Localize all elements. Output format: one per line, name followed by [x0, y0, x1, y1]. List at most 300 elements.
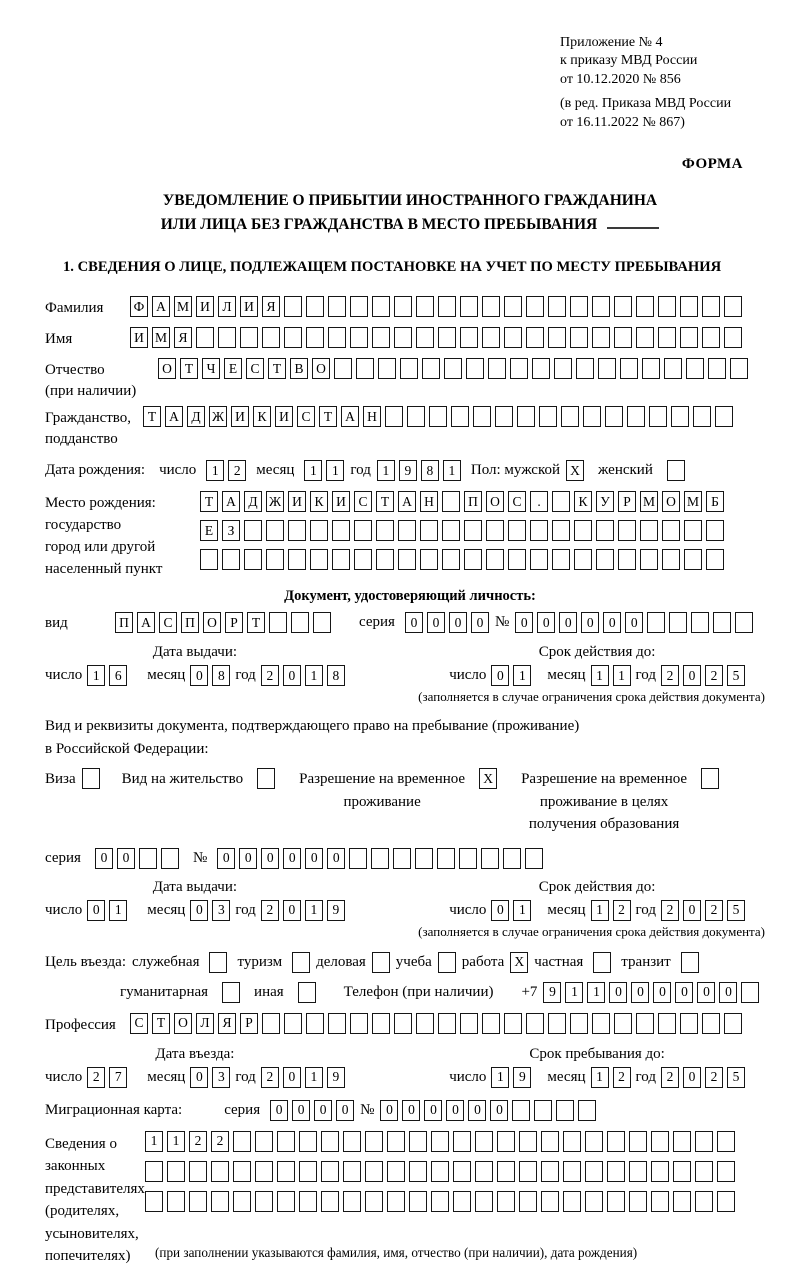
char-cell[interactable]: 0 — [270, 1100, 288, 1121]
char-cell[interactable]: Т — [376, 491, 394, 512]
char-cell[interactable] — [420, 520, 438, 541]
char-cell[interactable] — [475, 1191, 493, 1212]
char-cell[interactable] — [453, 1191, 471, 1212]
char-cell[interactable] — [554, 358, 572, 379]
char-cell[interactable] — [460, 327, 478, 348]
char-cell[interactable] — [563, 1191, 581, 1212]
char-cell[interactable]: 6 — [109, 665, 127, 686]
char-cell[interactable] — [444, 358, 462, 379]
char-cell[interactable] — [669, 612, 687, 633]
char-cell[interactable] — [222, 549, 240, 570]
char-cell[interactable] — [429, 406, 447, 427]
char-cell[interactable]: 0 — [471, 612, 489, 633]
char-cell[interactable]: 0 — [261, 848, 279, 869]
char-cell[interactable] — [343, 1191, 361, 1212]
char-cell[interactable]: 0 — [581, 612, 599, 633]
char-cell[interactable]: И — [288, 491, 306, 512]
char-cell[interactable]: Б — [706, 491, 724, 512]
char-cell[interactable]: 0 — [468, 1100, 486, 1121]
char-cell[interactable] — [442, 491, 460, 512]
char-cell[interactable] — [394, 296, 412, 317]
char-cell[interactable] — [350, 296, 368, 317]
char-cell[interactable] — [651, 1191, 669, 1212]
char-cell[interactable] — [592, 327, 610, 348]
char-cell[interactable]: 1 — [565, 982, 583, 1003]
char-cell[interactable]: 7 — [109, 1067, 127, 1088]
char-cell[interactable] — [350, 327, 368, 348]
char-cell[interactable] — [372, 296, 390, 317]
char-cell[interactable] — [593, 952, 611, 973]
char-cell[interactable] — [532, 358, 550, 379]
char-cell[interactable] — [627, 406, 645, 427]
char-cell[interactable]: С — [159, 612, 177, 633]
char-cell[interactable] — [512, 1100, 530, 1121]
char-cell[interactable] — [222, 982, 240, 1003]
char-cell[interactable] — [607, 1191, 625, 1212]
char-cell[interactable]: X — [479, 768, 497, 789]
char-cell[interactable] — [713, 612, 731, 633]
char-cell[interactable] — [161, 848, 179, 869]
char-cell[interactable]: 0 — [283, 900, 301, 921]
char-cell[interactable] — [552, 520, 570, 541]
char-cell[interactable]: А — [137, 612, 155, 633]
char-cell[interactable] — [706, 549, 724, 570]
char-cell[interactable] — [376, 520, 394, 541]
char-cell[interactable] — [376, 549, 394, 570]
char-cell[interactable]: 1 — [513, 900, 531, 921]
char-cell[interactable]: М — [640, 491, 658, 512]
char-cell[interactable]: 0 — [653, 982, 671, 1003]
char-cell[interactable] — [438, 1013, 456, 1034]
char-cell[interactable]: 0 — [283, 665, 301, 686]
char-cell[interactable] — [310, 549, 328, 570]
char-cell[interactable]: 0 — [625, 612, 643, 633]
char-cell[interactable] — [508, 549, 526, 570]
char-cell[interactable] — [255, 1131, 273, 1152]
char-cell[interactable] — [570, 1013, 588, 1034]
char-cell[interactable] — [442, 520, 460, 541]
char-cell[interactable] — [662, 549, 680, 570]
char-cell[interactable] — [519, 1191, 537, 1212]
char-cell[interactable] — [640, 520, 658, 541]
char-cell[interactable] — [189, 1191, 207, 1212]
char-cell[interactable]: О — [174, 1013, 192, 1034]
char-cell[interactable] — [556, 1100, 574, 1121]
char-cell[interactable]: 0 — [559, 612, 577, 633]
char-cell[interactable]: С — [246, 358, 264, 379]
char-cell[interactable] — [321, 1161, 339, 1182]
char-cell[interactable] — [585, 1161, 603, 1182]
char-cell[interactable]: П — [115, 612, 133, 633]
char-cell[interactable]: 0 — [190, 1067, 208, 1088]
char-cell[interactable] — [189, 1161, 207, 1182]
char-cell[interactable]: 0 — [491, 665, 509, 686]
char-cell[interactable] — [437, 848, 455, 869]
char-cell[interactable] — [735, 612, 753, 633]
char-cell[interactable]: Т — [180, 358, 198, 379]
char-cell[interactable]: И — [240, 296, 258, 317]
char-cell[interactable] — [343, 1131, 361, 1152]
char-cell[interactable]: 0 — [490, 1100, 508, 1121]
char-cell[interactable]: 0 — [515, 612, 533, 633]
char-cell[interactable]: 1 — [145, 1131, 163, 1152]
char-cell[interactable] — [343, 1161, 361, 1182]
char-cell[interactable] — [365, 1131, 383, 1152]
char-cell[interactable]: Т — [247, 612, 265, 633]
char-cell[interactable]: Я — [174, 327, 192, 348]
char-cell[interactable]: А — [152, 296, 170, 317]
char-cell[interactable]: А — [165, 406, 183, 427]
char-cell[interactable] — [459, 848, 477, 869]
char-cell[interactable]: 1 — [613, 665, 631, 686]
char-cell[interactable] — [453, 1161, 471, 1182]
char-cell[interactable] — [475, 1161, 493, 1182]
char-cell[interactable]: 2 — [261, 665, 279, 686]
char-cell[interactable] — [431, 1161, 449, 1182]
char-cell[interactable]: И — [275, 406, 293, 427]
char-cell[interactable] — [574, 520, 592, 541]
char-cell[interactable]: Ж — [209, 406, 227, 427]
char-cell[interactable]: 0 — [239, 848, 257, 869]
char-cell[interactable]: 0 — [190, 900, 208, 921]
char-cell[interactable]: 0 — [283, 848, 301, 869]
char-cell[interactable]: 0 — [683, 900, 701, 921]
char-cell[interactable]: Р — [618, 491, 636, 512]
char-cell[interactable] — [255, 1191, 273, 1212]
char-cell[interactable]: 1 — [109, 900, 127, 921]
char-cell[interactable] — [673, 1191, 691, 1212]
char-cell[interactable] — [306, 327, 324, 348]
char-cell[interactable] — [486, 549, 504, 570]
char-cell[interactable]: 1 — [326, 460, 344, 481]
char-cell[interactable]: 0 — [95, 848, 113, 869]
char-cell[interactable]: 0 — [427, 612, 445, 633]
char-cell[interactable] — [651, 1131, 669, 1152]
char-cell[interactable]: Я — [218, 1013, 236, 1034]
char-cell[interactable]: И — [196, 296, 214, 317]
char-cell[interactable]: 1 — [304, 460, 322, 481]
char-cell[interactable] — [642, 358, 660, 379]
char-cell[interactable]: 0 — [87, 900, 105, 921]
char-cell[interactable] — [702, 1013, 720, 1034]
char-cell[interactable] — [695, 1191, 713, 1212]
char-cell[interactable]: 2 — [705, 900, 723, 921]
char-cell[interactable] — [636, 1013, 654, 1034]
char-cell[interactable] — [200, 549, 218, 570]
char-cell[interactable] — [724, 296, 742, 317]
char-cell[interactable] — [548, 1013, 566, 1034]
char-cell[interactable] — [257, 768, 275, 789]
char-cell[interactable] — [530, 520, 548, 541]
char-cell[interactable]: И — [332, 491, 350, 512]
char-cell[interactable] — [618, 549, 636, 570]
char-cell[interactable]: 0 — [424, 1100, 442, 1121]
char-cell[interactable] — [741, 982, 759, 1003]
char-cell[interactable]: Р — [225, 612, 243, 633]
char-cell[interactable] — [349, 848, 367, 869]
char-cell[interactable] — [393, 848, 411, 869]
char-cell[interactable] — [519, 1131, 537, 1152]
char-cell[interactable] — [596, 520, 614, 541]
char-cell[interactable]: 0 — [631, 982, 649, 1003]
char-cell[interactable] — [298, 982, 316, 1003]
char-cell[interactable] — [255, 1161, 273, 1182]
char-cell[interactable]: 0 — [190, 665, 208, 686]
char-cell[interactable] — [662, 520, 680, 541]
char-cell[interactable] — [649, 406, 667, 427]
char-cell[interactable] — [209, 952, 227, 973]
char-cell[interactable]: Ч — [202, 358, 220, 379]
char-cell[interactable] — [598, 358, 616, 379]
char-cell[interactable] — [636, 296, 654, 317]
char-cell[interactable] — [583, 406, 601, 427]
char-cell[interactable]: 0 — [405, 612, 423, 633]
char-cell[interactable]: О — [158, 358, 176, 379]
char-cell[interactable]: 2 — [211, 1131, 229, 1152]
char-cell[interactable]: . — [530, 491, 548, 512]
char-cell[interactable] — [466, 358, 484, 379]
char-cell[interactable] — [717, 1191, 735, 1212]
char-cell[interactable]: Т — [152, 1013, 170, 1034]
char-cell[interactable]: 2 — [613, 1067, 631, 1088]
char-cell[interactable] — [82, 768, 100, 789]
char-cell[interactable] — [552, 549, 570, 570]
char-cell[interactable] — [431, 1131, 449, 1152]
char-cell[interactable] — [708, 358, 726, 379]
char-cell[interactable] — [636, 327, 654, 348]
char-cell[interactable] — [416, 1013, 434, 1034]
char-cell[interactable]: 3 — [212, 1067, 230, 1088]
char-cell[interactable] — [715, 406, 733, 427]
char-cell[interactable] — [475, 1131, 493, 1152]
char-cell[interactable] — [438, 327, 456, 348]
char-cell[interactable] — [680, 327, 698, 348]
char-cell[interactable] — [510, 358, 528, 379]
char-cell[interactable]: 9 — [543, 982, 561, 1003]
char-cell[interactable]: С — [354, 491, 372, 512]
char-cell[interactable] — [497, 1191, 515, 1212]
char-cell[interactable]: 2 — [261, 900, 279, 921]
char-cell[interactable] — [284, 327, 302, 348]
char-cell[interactable]: Е — [200, 520, 218, 541]
char-cell[interactable] — [618, 520, 636, 541]
char-cell[interactable] — [503, 848, 521, 869]
char-cell[interactable] — [570, 327, 588, 348]
char-cell[interactable] — [629, 1131, 647, 1152]
char-cell[interactable]: 0 — [283, 1067, 301, 1088]
char-cell[interactable] — [592, 1013, 610, 1034]
char-cell[interactable]: С — [508, 491, 526, 512]
char-cell[interactable] — [218, 327, 236, 348]
char-cell[interactable]: Ж — [266, 491, 284, 512]
char-cell[interactable] — [724, 327, 742, 348]
char-cell[interactable] — [332, 520, 350, 541]
char-cell[interactable] — [328, 327, 346, 348]
char-cell[interactable]: 2 — [261, 1067, 279, 1088]
char-cell[interactable] — [365, 1191, 383, 1212]
char-cell[interactable] — [526, 296, 544, 317]
char-cell[interactable] — [691, 612, 709, 633]
char-cell[interactable] — [350, 1013, 368, 1034]
char-cell[interactable] — [196, 327, 214, 348]
char-cell[interactable]: 8 — [327, 665, 345, 686]
char-cell[interactable] — [398, 549, 416, 570]
char-cell[interactable]: X — [510, 952, 528, 973]
char-cell[interactable] — [416, 327, 434, 348]
char-cell[interactable]: П — [181, 612, 199, 633]
char-cell[interactable] — [292, 952, 310, 973]
char-cell[interactable] — [640, 549, 658, 570]
char-cell[interactable] — [277, 1161, 295, 1182]
char-cell[interactable] — [673, 1161, 691, 1182]
char-cell[interactable]: 1 — [591, 665, 609, 686]
char-cell[interactable] — [486, 520, 504, 541]
char-cell[interactable]: 0 — [402, 1100, 420, 1121]
char-cell[interactable] — [277, 1191, 295, 1212]
char-cell[interactable]: К — [253, 406, 271, 427]
char-cell[interactable]: 1 — [87, 665, 105, 686]
char-cell[interactable] — [233, 1161, 251, 1182]
char-cell[interactable]: 8 — [421, 460, 439, 481]
char-cell[interactable] — [306, 1013, 324, 1034]
char-cell[interactable] — [262, 1013, 280, 1034]
char-cell[interactable] — [365, 1161, 383, 1182]
char-cell[interactable] — [385, 406, 403, 427]
char-cell[interactable] — [288, 549, 306, 570]
char-cell[interactable] — [291, 612, 309, 633]
char-cell[interactable]: 0 — [449, 612, 467, 633]
char-cell[interactable] — [299, 1131, 317, 1152]
char-cell[interactable]: Т — [143, 406, 161, 427]
char-cell[interactable]: Л — [196, 1013, 214, 1034]
char-cell[interactable] — [356, 358, 374, 379]
char-cell[interactable] — [673, 1131, 691, 1152]
char-cell[interactable]: 2 — [661, 665, 679, 686]
char-cell[interactable] — [460, 296, 478, 317]
char-cell[interactable]: 2 — [189, 1131, 207, 1152]
char-cell[interactable]: 1 — [587, 982, 605, 1003]
char-cell[interactable]: З — [222, 520, 240, 541]
char-cell[interactable] — [702, 296, 720, 317]
char-cell[interactable] — [614, 296, 632, 317]
char-cell[interactable]: 8 — [212, 665, 230, 686]
char-cell[interactable] — [508, 520, 526, 541]
char-cell[interactable] — [488, 358, 506, 379]
char-cell[interactable] — [451, 406, 469, 427]
char-cell[interactable] — [530, 549, 548, 570]
char-cell[interactable] — [473, 406, 491, 427]
char-cell[interactable] — [592, 296, 610, 317]
char-cell[interactable] — [664, 358, 682, 379]
char-cell[interactable] — [244, 520, 262, 541]
char-cell[interactable]: С — [130, 1013, 148, 1034]
char-cell[interactable] — [372, 1013, 390, 1034]
char-cell[interactable]: 2 — [705, 1067, 723, 1088]
char-cell[interactable] — [504, 296, 522, 317]
char-cell[interactable]: 3 — [212, 900, 230, 921]
char-cell[interactable]: 1 — [167, 1131, 185, 1152]
char-cell[interactable] — [497, 1161, 515, 1182]
char-cell[interactable] — [453, 1131, 471, 1152]
char-cell[interactable]: И — [130, 327, 148, 348]
char-cell[interactable] — [244, 549, 262, 570]
char-cell[interactable] — [686, 358, 704, 379]
char-cell[interactable]: Т — [268, 358, 286, 379]
char-cell[interactable] — [578, 1100, 596, 1121]
char-cell[interactable] — [284, 1013, 302, 1034]
char-cell[interactable] — [313, 612, 331, 633]
char-cell[interactable] — [420, 549, 438, 570]
char-cell[interactable]: 0 — [491, 900, 509, 921]
char-cell[interactable] — [717, 1161, 735, 1182]
char-cell[interactable] — [526, 327, 544, 348]
char-cell[interactable] — [431, 1191, 449, 1212]
char-cell[interactable] — [306, 296, 324, 317]
char-cell[interactable] — [620, 358, 638, 379]
char-cell[interactable]: 0 — [327, 848, 345, 869]
char-cell[interactable] — [548, 327, 566, 348]
char-cell[interactable] — [614, 327, 632, 348]
char-cell[interactable]: 0 — [314, 1100, 332, 1121]
char-cell[interactable]: 0 — [305, 848, 323, 869]
char-cell[interactable] — [387, 1191, 405, 1212]
char-cell[interactable] — [145, 1191, 163, 1212]
char-cell[interactable] — [541, 1161, 559, 1182]
char-cell[interactable] — [680, 1013, 698, 1034]
char-cell[interactable]: 1 — [591, 900, 609, 921]
char-cell[interactable] — [277, 1131, 295, 1152]
char-cell[interactable]: Н — [420, 491, 438, 512]
char-cell[interactable] — [464, 549, 482, 570]
char-cell[interactable] — [684, 520, 702, 541]
char-cell[interactable] — [563, 1131, 581, 1152]
char-cell[interactable]: 0 — [683, 1067, 701, 1088]
char-cell[interactable]: 1 — [513, 665, 531, 686]
char-cell[interactable] — [460, 1013, 478, 1034]
char-cell[interactable] — [607, 1161, 625, 1182]
char-cell[interactable] — [409, 1191, 427, 1212]
char-cell[interactable] — [651, 1161, 669, 1182]
char-cell[interactable]: О — [203, 612, 221, 633]
char-cell[interactable] — [596, 549, 614, 570]
char-cell[interactable] — [730, 358, 748, 379]
char-cell[interactable]: 2 — [705, 665, 723, 686]
char-cell[interactable] — [394, 327, 412, 348]
char-cell[interactable]: Н — [363, 406, 381, 427]
char-cell[interactable]: 1 — [305, 665, 323, 686]
char-cell[interactable]: 5 — [727, 665, 745, 686]
char-cell[interactable] — [481, 848, 499, 869]
char-cell[interactable]: 0 — [336, 1100, 354, 1121]
char-cell[interactable] — [409, 1161, 427, 1182]
char-cell[interactable] — [269, 612, 287, 633]
char-cell[interactable] — [145, 1161, 163, 1182]
char-cell[interactable]: 0 — [675, 982, 693, 1003]
char-cell[interactable] — [400, 358, 418, 379]
char-cell[interactable] — [570, 296, 588, 317]
char-cell[interactable] — [585, 1191, 603, 1212]
char-cell[interactable] — [534, 1100, 552, 1121]
char-cell[interactable] — [548, 296, 566, 317]
char-cell[interactable]: 2 — [87, 1067, 105, 1088]
char-cell[interactable] — [607, 1131, 625, 1152]
char-cell[interactable]: 5 — [727, 900, 745, 921]
char-cell[interactable] — [328, 296, 346, 317]
char-cell[interactable]: А — [398, 491, 416, 512]
char-cell[interactable]: 5 — [727, 1067, 745, 1088]
char-cell[interactable] — [321, 1191, 339, 1212]
char-cell[interactable] — [681, 952, 699, 973]
